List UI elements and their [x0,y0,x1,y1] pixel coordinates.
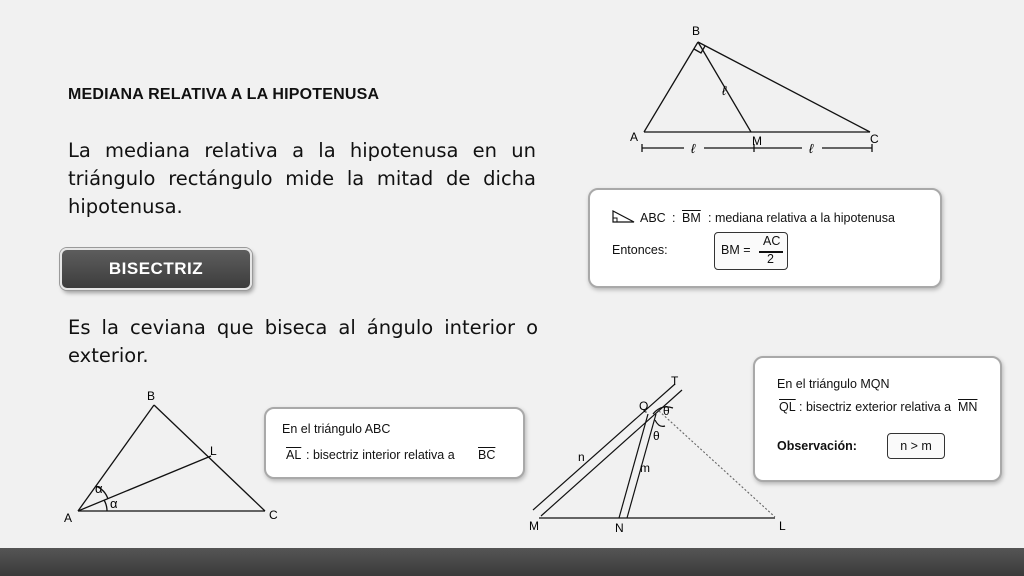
side-ab [644,42,698,132]
side-bc [154,405,265,511]
label-theta-lower: θ [653,429,660,443]
label-ell-left: ℓ [691,141,696,156]
label-a: A [64,511,73,525]
triangle-icon [612,210,636,224]
line-mqt-right [541,390,682,516]
paragraph-bisectriz: Es la ceviana que biseca al ángulo interior o exterior. [68,316,538,367]
side-bc: $\overline{BC}$ [478,448,496,462]
label-c: C [269,508,278,522]
box2-title: En el triángulo ABC [282,422,391,436]
label-l: L [210,444,217,458]
observation-value-box [887,433,945,459]
fraction-numerator: AC [763,234,781,248]
observacion-label: Observación: [777,439,857,453]
label-b: B [147,389,156,403]
label-c: C [870,132,879,146]
label-q: Q [639,399,649,413]
theta-arc-lower [655,420,665,426]
box3-title: En el triángulo MQN [777,377,890,391]
label-n-side: n [578,450,585,464]
label-m-side: m [640,461,650,475]
side-mn: $\overline{MN}$ [958,400,978,414]
label-l: L [779,519,786,533]
heading-mediana: MEDIANA RELATIVA A LA HIPOTENUSA [68,86,380,103]
line-mqt-left [533,384,675,510]
label-theta-upper: θ [663,404,670,418]
box3-text: : bisectriz exterior relativa a [799,400,952,414]
label-m: M [752,134,762,148]
formula-lhs: BM = [721,243,751,257]
figure-median-triangle [620,20,890,160]
interior-bisector-box [264,407,525,479]
box2-text: : bisectriz interior relativa a [306,448,455,462]
median-text: : mediana relativa a la hipotenusa [708,211,895,225]
formula-box [714,232,788,270]
label-a: A [630,130,639,144]
fraction-denominator: 2 [767,252,774,266]
paragraph-mediana: La mediana relativa a la hipotenusa en un triángulo rectángulo mide la mitad de dicha hipotenusa. [68,139,536,218]
label-t: T [671,374,679,388]
colon: : [672,211,676,225]
label-ell-right: ℓ [809,141,814,156]
angle-arc-lower [104,500,107,511]
label-alpha-upper: α [95,481,103,496]
median-definition-box [588,188,942,288]
bisectriz-label: BISECTRIZ [60,248,252,290]
label-n: N [615,521,624,535]
footer-bar [0,548,1024,576]
label-m: M [529,519,539,533]
entonces-label: Entonces: [612,243,668,257]
figure-interior-bisector [60,385,285,530]
segment-ql: $\overline{QL}$ [779,400,796,414]
label-ell-median: ℓ [722,83,727,98]
segment-bm: $\overline{BM}$ [682,211,701,225]
exterior-bisector-box [753,356,1002,482]
label-alpha-lower: α [110,496,118,511]
label-b: B [692,24,701,38]
observation-value: n > m [900,439,932,453]
segment-al: $\overline{AL}$ [286,448,302,462]
abc-label: ABC [640,211,666,225]
